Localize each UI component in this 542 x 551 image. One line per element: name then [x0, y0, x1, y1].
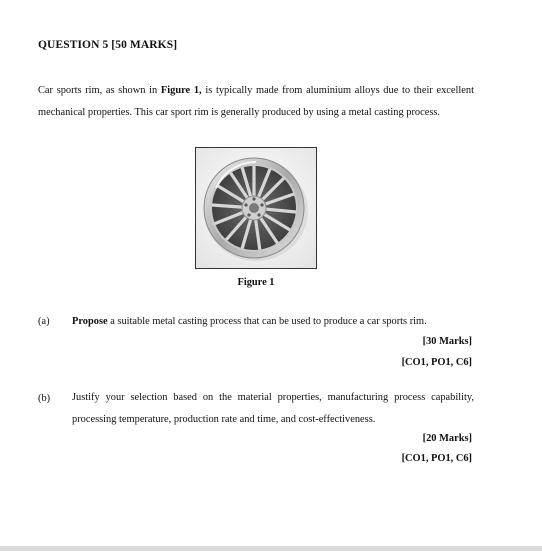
alloy-wheel-icon — [196, 148, 316, 268]
question-a-outcomes: [CO1, PO1, C6] — [401, 357, 472, 368]
question-b-marks: [20 Marks] — [422, 433, 472, 444]
intro-paragraph — [38, 80, 474, 123]
intro-text-end: is typically made from aluminium alloys due to their excellent mechanical properties. This car sport rim is generally produced by using a metal casting process. — [38, 85, 475, 118]
question-a-label: (a) — [38, 316, 50, 327]
question-b-body: Justify your selection based on the material properties, manufacturing process capability, processing temperature, production rate and time, and cost-effectiveness. — [72, 392, 474, 425]
page-bottom-edge — [0, 546, 542, 551]
question-heading: QUESTION 5 [50 MARKS] — [38, 39, 178, 51]
figure-image — [195, 147, 317, 269]
figure-caption: Figure 1 — [237, 277, 275, 288]
question-a-keyword: Propose — [72, 316, 108, 327]
question-b-label: (b) — [38, 393, 51, 404]
intro-text-start: Car sports rim, as shown in — [38, 85, 161, 96]
question-b-text — [72, 387, 474, 430]
question-a-marks: [30 Marks] — [422, 336, 472, 347]
question-a-text — [72, 311, 474, 333]
question-b-outcomes: [CO1, PO1, C6] — [401, 453, 472, 464]
question-a-body: a suitable metal casting process that can be used to produce a car sports rim. — [107, 316, 427, 327]
figure-reference: Figure 1, — [160, 85, 202, 96]
